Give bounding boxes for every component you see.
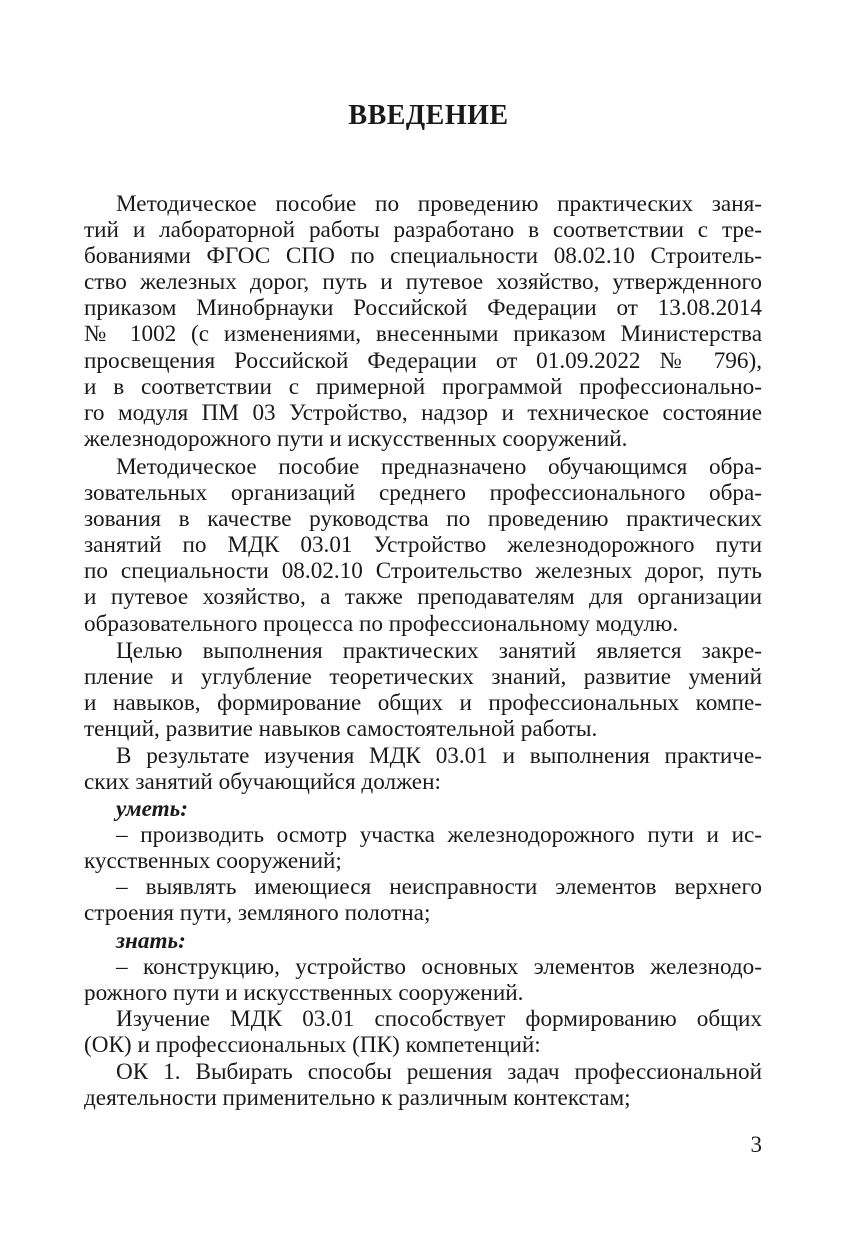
text-line: тий и лабораторной работы разработано в соответствии с тре- [84,217,762,244]
page-title: ВВЕДЕНИЕ [348,100,509,131]
knowledge-section [84,928,762,1006]
text-line: приказом Минобрнауки Российской Федерации от 13.08.2014 [84,295,762,322]
paragraph-ok1 [84,1059,762,1111]
text-line: зования в качестве руководства по проведению практических [84,506,762,533]
text-line: пление и углубление теоретических знаний, развитие умений [84,664,762,691]
text-line: занятий по МДК 03.01 Устройство железнодорожного пути [84,532,762,559]
text-line: и путевое хозяйство, а также преподавателям для организации [84,584,762,611]
paragraph-goal [84,638,762,742]
list-item-line: – выявлять имеющиеся неисправности элементов верхнего [116,874,762,901]
text-line: (ОК) и профессиональных (ПК) компетенций: [84,1032,541,1059]
text-line: го модуля ПМ 03 Устройство, надзор и техническое состояние [84,399,762,426]
text-line: ОК 1. Выбирать способы решения задач профессиональной [116,1059,762,1085]
list-item-line: рожного пути и искусственных сооружений. [84,980,524,1007]
text-line: Методическое пособие предназначено обучающимся обра- [116,454,762,480]
text-line: по специальности 08.02.10 Строительство железных дорог, путь [84,558,762,585]
text-line: Целью выполнения практических занятий является закре- [116,638,762,664]
paragraph-result [84,743,762,795]
text-line: просвещения Российской Федерации от 01.09.2022 № 796), [84,347,762,374]
list-item-line: кусственных сооружений; [84,848,342,875]
text-line: образовательного процесса по профессиональному модулю. [84,610,679,637]
paragraph-intro [84,191,762,452]
text-line: и в соответствии с примерной программой профессионально- [84,373,762,400]
list-item-line: – конструкцию, устройство основных элементов железнодо- [116,954,762,981]
text-line: тенций, развитие навыков самостоятельной работы. [84,716,598,743]
text-line: Методическое пособие по проведению практических заня- [116,191,762,217]
skills-label: уметь: [116,796,188,822]
text-line: зовательных организаций среднего профессионального обра- [84,480,762,507]
paragraph-competencies [84,1006,762,1058]
text-line: ских занятий обучающийся должен: [84,769,441,796]
text-line: Изучение МДК 03.01 способствует формированию общих [116,1006,762,1032]
text-line: деятельности применительно к различным контекстам; [84,1085,631,1112]
text-line: В результате изучения МДК 03.01 и выполнения практиче- [116,743,762,769]
text-line: № 1002 (с изменениями, внесенными приказом Министерства [84,321,762,348]
text-line: ство железных дорог, путь и путевое хозяйство, утвержденного [84,269,762,296]
text-line: и навыков, формирование общих и профессиональных компе- [84,690,762,717]
knowledge-label: знать: [116,928,186,954]
paragraph-purpose [84,454,762,637]
list-item-line: строения пути, земляного полотна; [84,900,431,927]
page-number: 3 [750,1132,762,1157]
text-line: бованиями ФГОС СПО по специальности 08.02.10 Строитель- [84,243,762,270]
list-item-line: – производить осмотр участка железнодорожного пути и ис- [116,822,762,849]
text-line: железнодорожного пути и искусственных сооружений. [84,425,628,452]
skills-section [84,796,762,926]
